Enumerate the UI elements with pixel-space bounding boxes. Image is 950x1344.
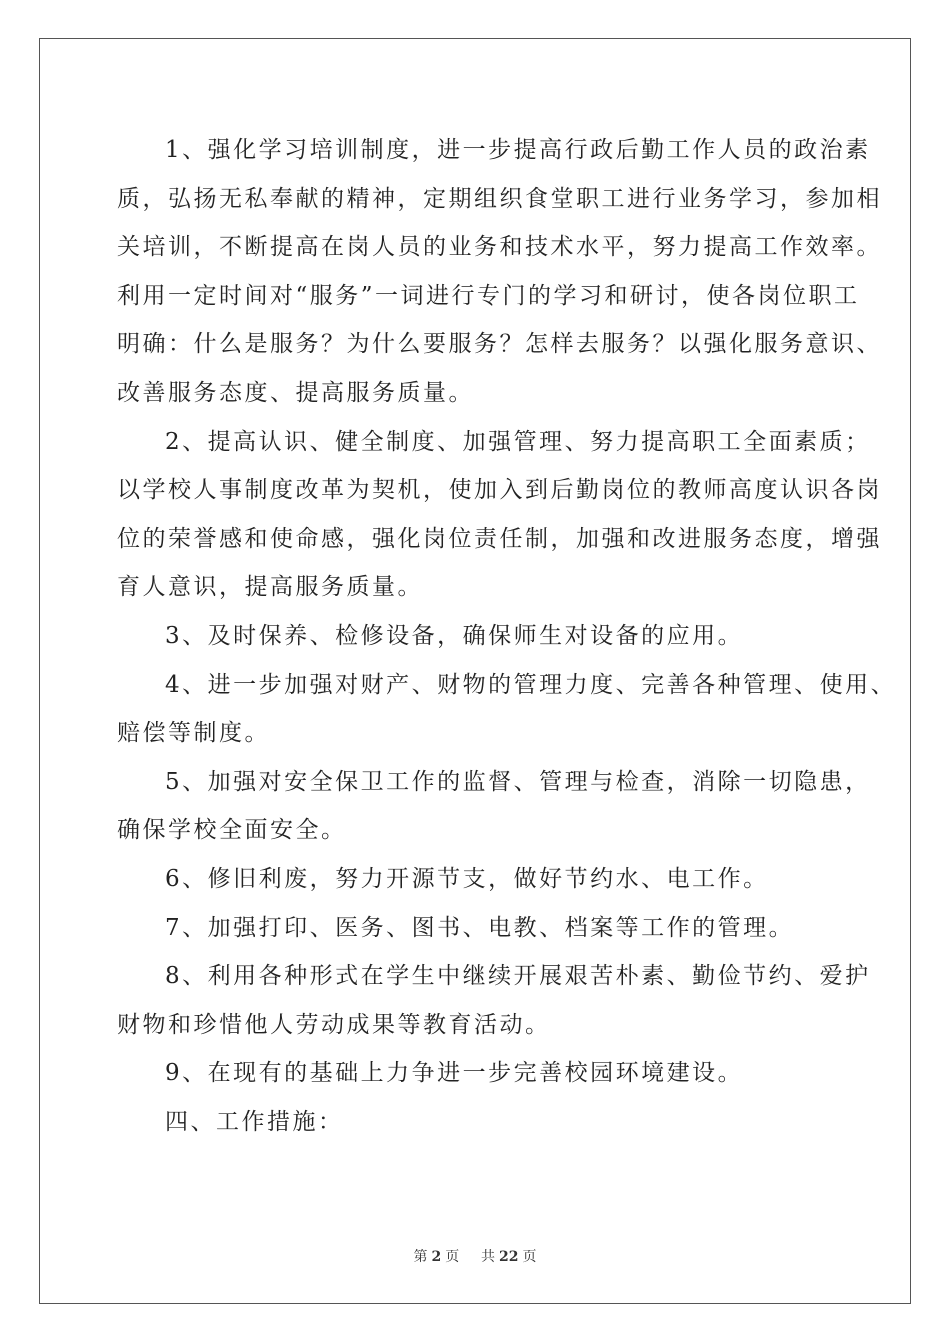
paragraph-7	[117, 904, 857, 953]
section-heading	[117, 1098, 857, 1147]
document-body	[117, 126, 897, 1146]
text-line: 育人意识，提高服务质量。	[117, 574, 423, 601]
text-line: 利用一定时间对“服务”一词进行专门的学习和研讨，使各岗位职工	[117, 282, 860, 309]
paragraph-3	[117, 612, 857, 661]
text-line: 改善服务态度、提高服务质量。	[117, 379, 474, 406]
footer-total-prefix: 共	[481, 1249, 496, 1265]
paragraph-1	[117, 126, 882, 418]
text-line: 3、及时保养、检修设备，确保师生对设备的应用。	[165, 622, 744, 649]
text-line: 4、进一步加强对财产、财物的管理力度、完善各种管理、使用、	[165, 671, 897, 698]
text-line: 确保学校全面安全。	[117, 817, 347, 844]
page-footer	[0, 1246, 950, 1266]
paragraph-8	[117, 952, 871, 1049]
footer-prefix: 第	[413, 1249, 428, 1265]
text-line: 5、加强对安全保卫工作的监督、管理与检查，消除一切隐患，	[165, 768, 871, 795]
paragraph-5	[117, 758, 871, 855]
text-line: 财物和珍惜他人劳动成果等教育活动。	[117, 1011, 551, 1038]
text-line: 7、加强打印、医务、图书、电教、档案等工作的管理。	[165, 914, 795, 941]
text-line: 四、工作措施：	[165, 1108, 344, 1135]
total-page-number: 22	[499, 1249, 519, 1265]
text-line: 9、在现有的基础上力争进一步完善校园环境建设。	[165, 1060, 744, 1087]
text-line: 关培训，不断提高在岗人员的业务和技术水平，努力提高工作效率。	[117, 234, 882, 261]
footer-total-unit: 页	[522, 1249, 537, 1265]
paragraph-9	[117, 1049, 857, 1098]
text-line: 明确：什么是服务？为什么要服务？怎样去服务？以强化服务意识、	[117, 331, 882, 358]
footer-page-unit: 页	[445, 1249, 460, 1265]
text-line: 以学校人事制度改革为契机，使加入到后勤岗位的教师高度认识各岗	[117, 477, 882, 504]
paragraph-4	[117, 661, 897, 758]
text-line: 1、强化学习培训制度，进一步提高行政后勤工作人员的政治素	[165, 137, 871, 163]
text-line: 质，弘扬无私奉献的精神，定期组织食堂职工进行业务学习，参加相	[117, 185, 882, 212]
paragraph-2	[117, 418, 882, 612]
text-line: 位的荣誉感和使命感，强化岗位责任制，加强和改进服务态度，增强	[117, 525, 882, 552]
paragraph-6	[117, 855, 857, 904]
current-page-number: 2	[431, 1249, 442, 1265]
text-line: 2、提高认识、健全制度、加强管理、努力提高职工全面素质；	[165, 428, 871, 455]
text-line: 6、修旧利废，努力开源节支，做好节约水、电工作。	[165, 865, 769, 892]
text-line: 8、利用各种形式在学生中继续开展艰苦朴素、勤俭节约、爱护	[165, 963, 871, 990]
text-line: 赔偿等制度。	[117, 720, 270, 747]
